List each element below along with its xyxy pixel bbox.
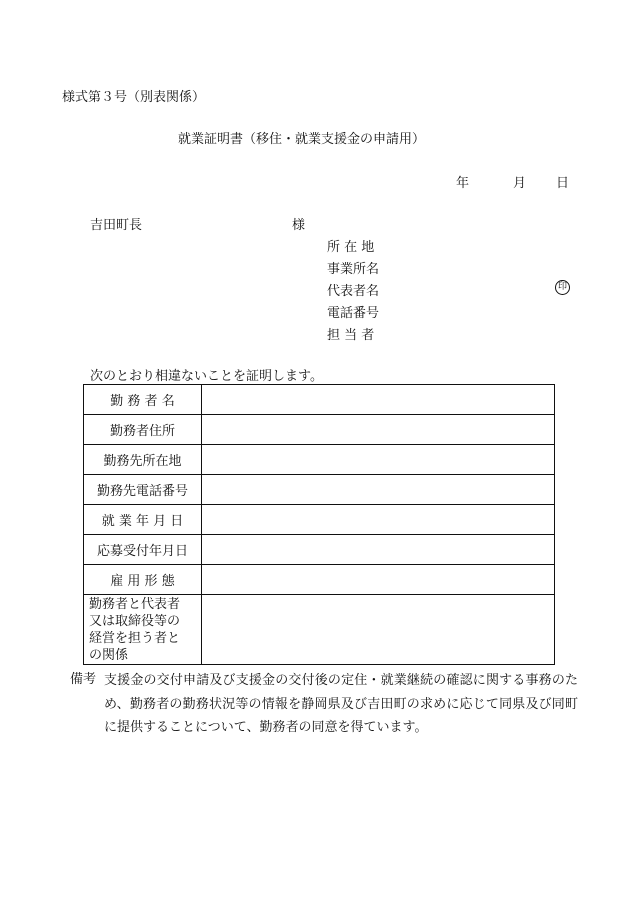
employment-type-label: 雇 用 形 態: [84, 565, 202, 595]
date-month: 月: [513, 176, 527, 191]
relationship-label-line: 又は取締役等の: [89, 613, 181, 629]
document-title: 就業証明書（移住・就業支援金の申請用）: [178, 132, 426, 147]
addressee: 吉田町長: [90, 218, 143, 233]
table-row: [84, 505, 555, 535]
relationship-field[interactable]: [202, 595, 555, 665]
remarks-label: 備考: [70, 672, 97, 687]
table-row: [84, 445, 555, 475]
application-date-field[interactable]: [202, 535, 555, 565]
representative-label: 代表者名: [327, 284, 380, 299]
table-row: [84, 385, 555, 415]
workplace-location-label: 勤務先所在地: [84, 445, 202, 475]
employment-date-label: 就 業 年 月 日: [84, 505, 202, 535]
office-name-label: 事業所名: [327, 262, 380, 277]
date-line: [456, 172, 569, 191]
certification-table: [83, 384, 555, 665]
worker-address-field[interactable]: [202, 415, 555, 445]
location-label: 所 在 地: [327, 240, 375, 255]
contact-person-label: 担 当 者: [327, 328, 375, 343]
workplace-phone-field[interactable]: [202, 475, 555, 505]
date-day: 日: [556, 176, 570, 191]
relationship-label-line: 勤務者と代表者: [89, 596, 181, 612]
certification-statement: 次のとおり相違ないことを証明します。: [90, 369, 323, 384]
table-row: [84, 565, 555, 595]
worker-address-label: 勤務者住所: [84, 415, 202, 445]
date-year: 年: [456, 176, 470, 191]
relationship-label: [84, 595, 202, 665]
relationship-label-line: の関係: [89, 647, 129, 663]
remarks-text: 支援金の交付申請及び支援金の交付後の定住・就業継続の確認に関する事務のため、勤務者の勤務状況等の情報を静岡県及び吉田町の求めに応じて同県及び同町に提供することについて、勤務者の同意を得ています。: [104, 673, 578, 735]
table-row: [84, 475, 555, 505]
worker-name-label: 勤 務 者 名: [84, 385, 202, 415]
application-date-label: 応募受付年月日: [84, 535, 202, 565]
phone-label: 電話番号: [327, 306, 380, 321]
seal-mark: 印: [555, 280, 570, 295]
employment-date-field[interactable]: [202, 505, 555, 535]
addressee-honorific: 様: [292, 218, 306, 233]
form-number: 様式第３号（別表関係）: [62, 90, 206, 105]
workplace-phone-label: 勤務先電話番号: [84, 475, 202, 505]
relationship-label-line: 経営を担う者と: [89, 630, 181, 646]
table-row: [84, 535, 555, 565]
employment-type-field[interactable]: [202, 565, 555, 595]
table-row: [84, 595, 555, 665]
worker-name-field[interactable]: [202, 385, 555, 415]
table-row: [84, 415, 555, 445]
workplace-location-field[interactable]: [202, 445, 555, 475]
